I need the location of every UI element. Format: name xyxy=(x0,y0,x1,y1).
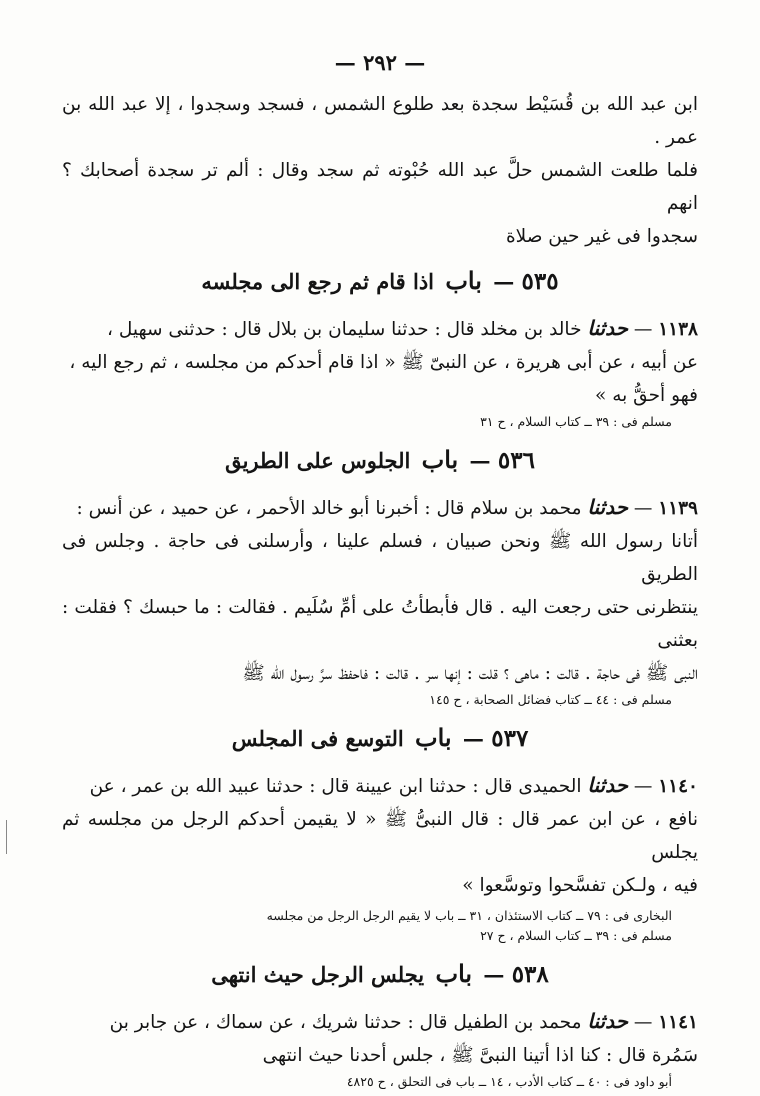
text-line: ابن عبد الله بن قُسَيْط سجدة بعد طلوع الشمس ، فسجد وسجدوا ، إلا عبد الله بن عمر . xyxy=(62,94,698,148)
hadith-number: ١١٣٩ xyxy=(658,498,698,519)
intro-paragraph xyxy=(62,88,698,253)
text-line: نافع ، عن ابن عمر قال : قال النبىُّ ﷺ « لا يقيمن أحدكم الرجل من مجلسه ثم يجلس xyxy=(62,809,698,863)
text-line: فلما طلعت الشمس حلَّ عبد الله حُبْوته ثم سجد وقال : ألم تر سجدة أصحابك ؟ انهم xyxy=(62,160,698,214)
haddathana-word: حدثنا xyxy=(587,316,628,340)
text-line: سجدوا فى غير حين صلاة xyxy=(505,226,698,247)
hadith-text xyxy=(62,491,698,690)
chapter-title: التوسع فى المجلس xyxy=(231,726,404,751)
source-reference: مسلم فى : ٣٩ ــ كتاب السلام ، ح ٢٧ xyxy=(480,928,672,943)
chapter-title: يجلس الرجل حيث انتهى xyxy=(211,962,425,987)
haddathana-word: حدثنا xyxy=(587,1009,628,1033)
text-line: النبى ﷺ فى حاجة . قالت : ماهى ؟ قلت : إنها سر . قالت : فاحفظ سرَّ رسول الله ﷺ xyxy=(242,663,698,684)
chapter-number: ٥٣٨ xyxy=(511,961,549,988)
chapter-heading: ٥٣٧ — باب التوسع فى المجلس xyxy=(231,723,529,752)
hadith-text xyxy=(62,312,698,412)
source-reference: مسلم فى : ٣٩ ــ كتاب السلام ، ح ٣١ xyxy=(480,414,672,429)
hadith-line: خالد بن مخلد قال : حدثنا سليمان بن بلال قال : حدثنى سهيل ، xyxy=(107,319,582,340)
chapter-section xyxy=(62,954,698,1092)
text-line: فهو أحقُّ به » xyxy=(595,385,698,406)
source-reference: أبو داود فى : ٤٠ ــ كتاب الأدب ، ١٤ ــ باب فى التحلق ، ح ٤٨٢٥ xyxy=(346,1074,672,1089)
hadith-text xyxy=(62,769,698,902)
chapter-heading: ٥٣٨ — باب يجلس الرجل حيث انتهى xyxy=(211,959,549,988)
chapter-title: اذا قام ثم رجع الى مجلسه xyxy=(201,269,435,294)
text-line: سَمُرة قال : كنا اذا أتينا النبىَّ ﷺ ، جلس أحدنا حيث انتهى xyxy=(262,1045,698,1066)
text-line: عن أبيه ، عن أبى هريرة ، عن النبىّ ﷺ « اذا قام أحدكم من مجلسه ، ثم رجع اليه ، xyxy=(69,352,698,373)
chapter-section xyxy=(62,440,698,710)
hadith-number: ١١٤١ xyxy=(658,1012,698,1033)
chapter-keyword: باب xyxy=(415,723,452,752)
hadith-number: ١١٣٨ xyxy=(658,319,698,340)
chapter-keyword: باب xyxy=(435,959,473,988)
hadith-text xyxy=(62,1005,698,1072)
text-line: ١١٣٨ — حدثنا خالد بن مخلد قال : حدثنا سليمان بن بلال قال : حدثنى سهيل ، xyxy=(107,316,698,340)
text-line: ١١٤٠ — حدثنا الحميدى قال : حدثنا ابن عيينة قال : حدثنا عبيد الله بن عمر ، عن xyxy=(89,773,698,797)
chapter-keyword: باب xyxy=(445,266,482,295)
haddathana-word: حدثنا xyxy=(587,773,628,797)
chapter-section xyxy=(62,718,698,946)
source-reference: البخارى فى : ٧٩ ــ كتاب الاستئذان ، ٣١ ــ باب لا يقيم الرجل الرجل من مجلسه xyxy=(266,908,672,923)
text-line: ١١٤١ — حدثنا محمد بن الطفيل قال : حدثنا شريك ، عن سماك ، عن جابر بن xyxy=(109,1009,698,1033)
scan-margin-mark xyxy=(6,820,7,854)
chapter-keyword: باب xyxy=(421,445,459,474)
chapter-title: الجلوس على الطريق xyxy=(225,448,411,473)
chapter-number: ٥٣٥ xyxy=(521,268,559,295)
source-reference: مسلم فى : ٤٤ ــ كتاب فضائل الصحابة ، ح ١٤٥ xyxy=(429,692,672,707)
chapter-number: ٥٣٦ xyxy=(497,447,535,474)
page-number: — ٢٩٢ — xyxy=(334,50,426,75)
text-line: ١١٣٩ — حدثنا محمد بن سلام قال : أخبرنا أبو خالد الأحمر ، عن حميد ، عن أنس : xyxy=(76,495,698,519)
hadith-number: ١١٤٠ xyxy=(658,776,698,797)
chapter-heading: ٥٣٥ — باب اذا قام ثم رجع الى مجلسه xyxy=(201,266,559,295)
haddathana-word: حدثنا xyxy=(587,495,628,519)
text-line: ينتظرنى حتى رجعت اليه . قال فأبطأتُ على أمِّ سُلَيم . فقالت : ما حبسك ؟ فقلت : بعثنى xyxy=(62,597,698,651)
chapter-heading: ٥٣٦ — باب الجلوس على الطريق xyxy=(225,445,535,474)
chapter-number: ٥٣٧ xyxy=(491,725,529,752)
text-line: أتانا رسول الله ﷺ ونحن صبيان ، فسلم علينا ، وأرسلنى فى حاجة . وجلس فى الطريق xyxy=(62,531,698,585)
chapter-section xyxy=(62,261,698,432)
text-line: فيه ، ولـكن تفسَّحوا وتوسَّعوا » xyxy=(462,875,698,896)
hadith-line: محمد بن الطفيل قال : حدثنا شريك ، عن سماك ، عن جابر بن xyxy=(109,1012,582,1033)
hadith-line: محمد بن سلام قال : أخبرنا أبو خالد الأحمر ، عن حميد ، عن أنس : xyxy=(76,498,582,519)
hadith-line: الحميدى قال : حدثنا ابن عيينة قال : حدثنا عبيد الله بن عمر ، عن xyxy=(89,776,582,797)
